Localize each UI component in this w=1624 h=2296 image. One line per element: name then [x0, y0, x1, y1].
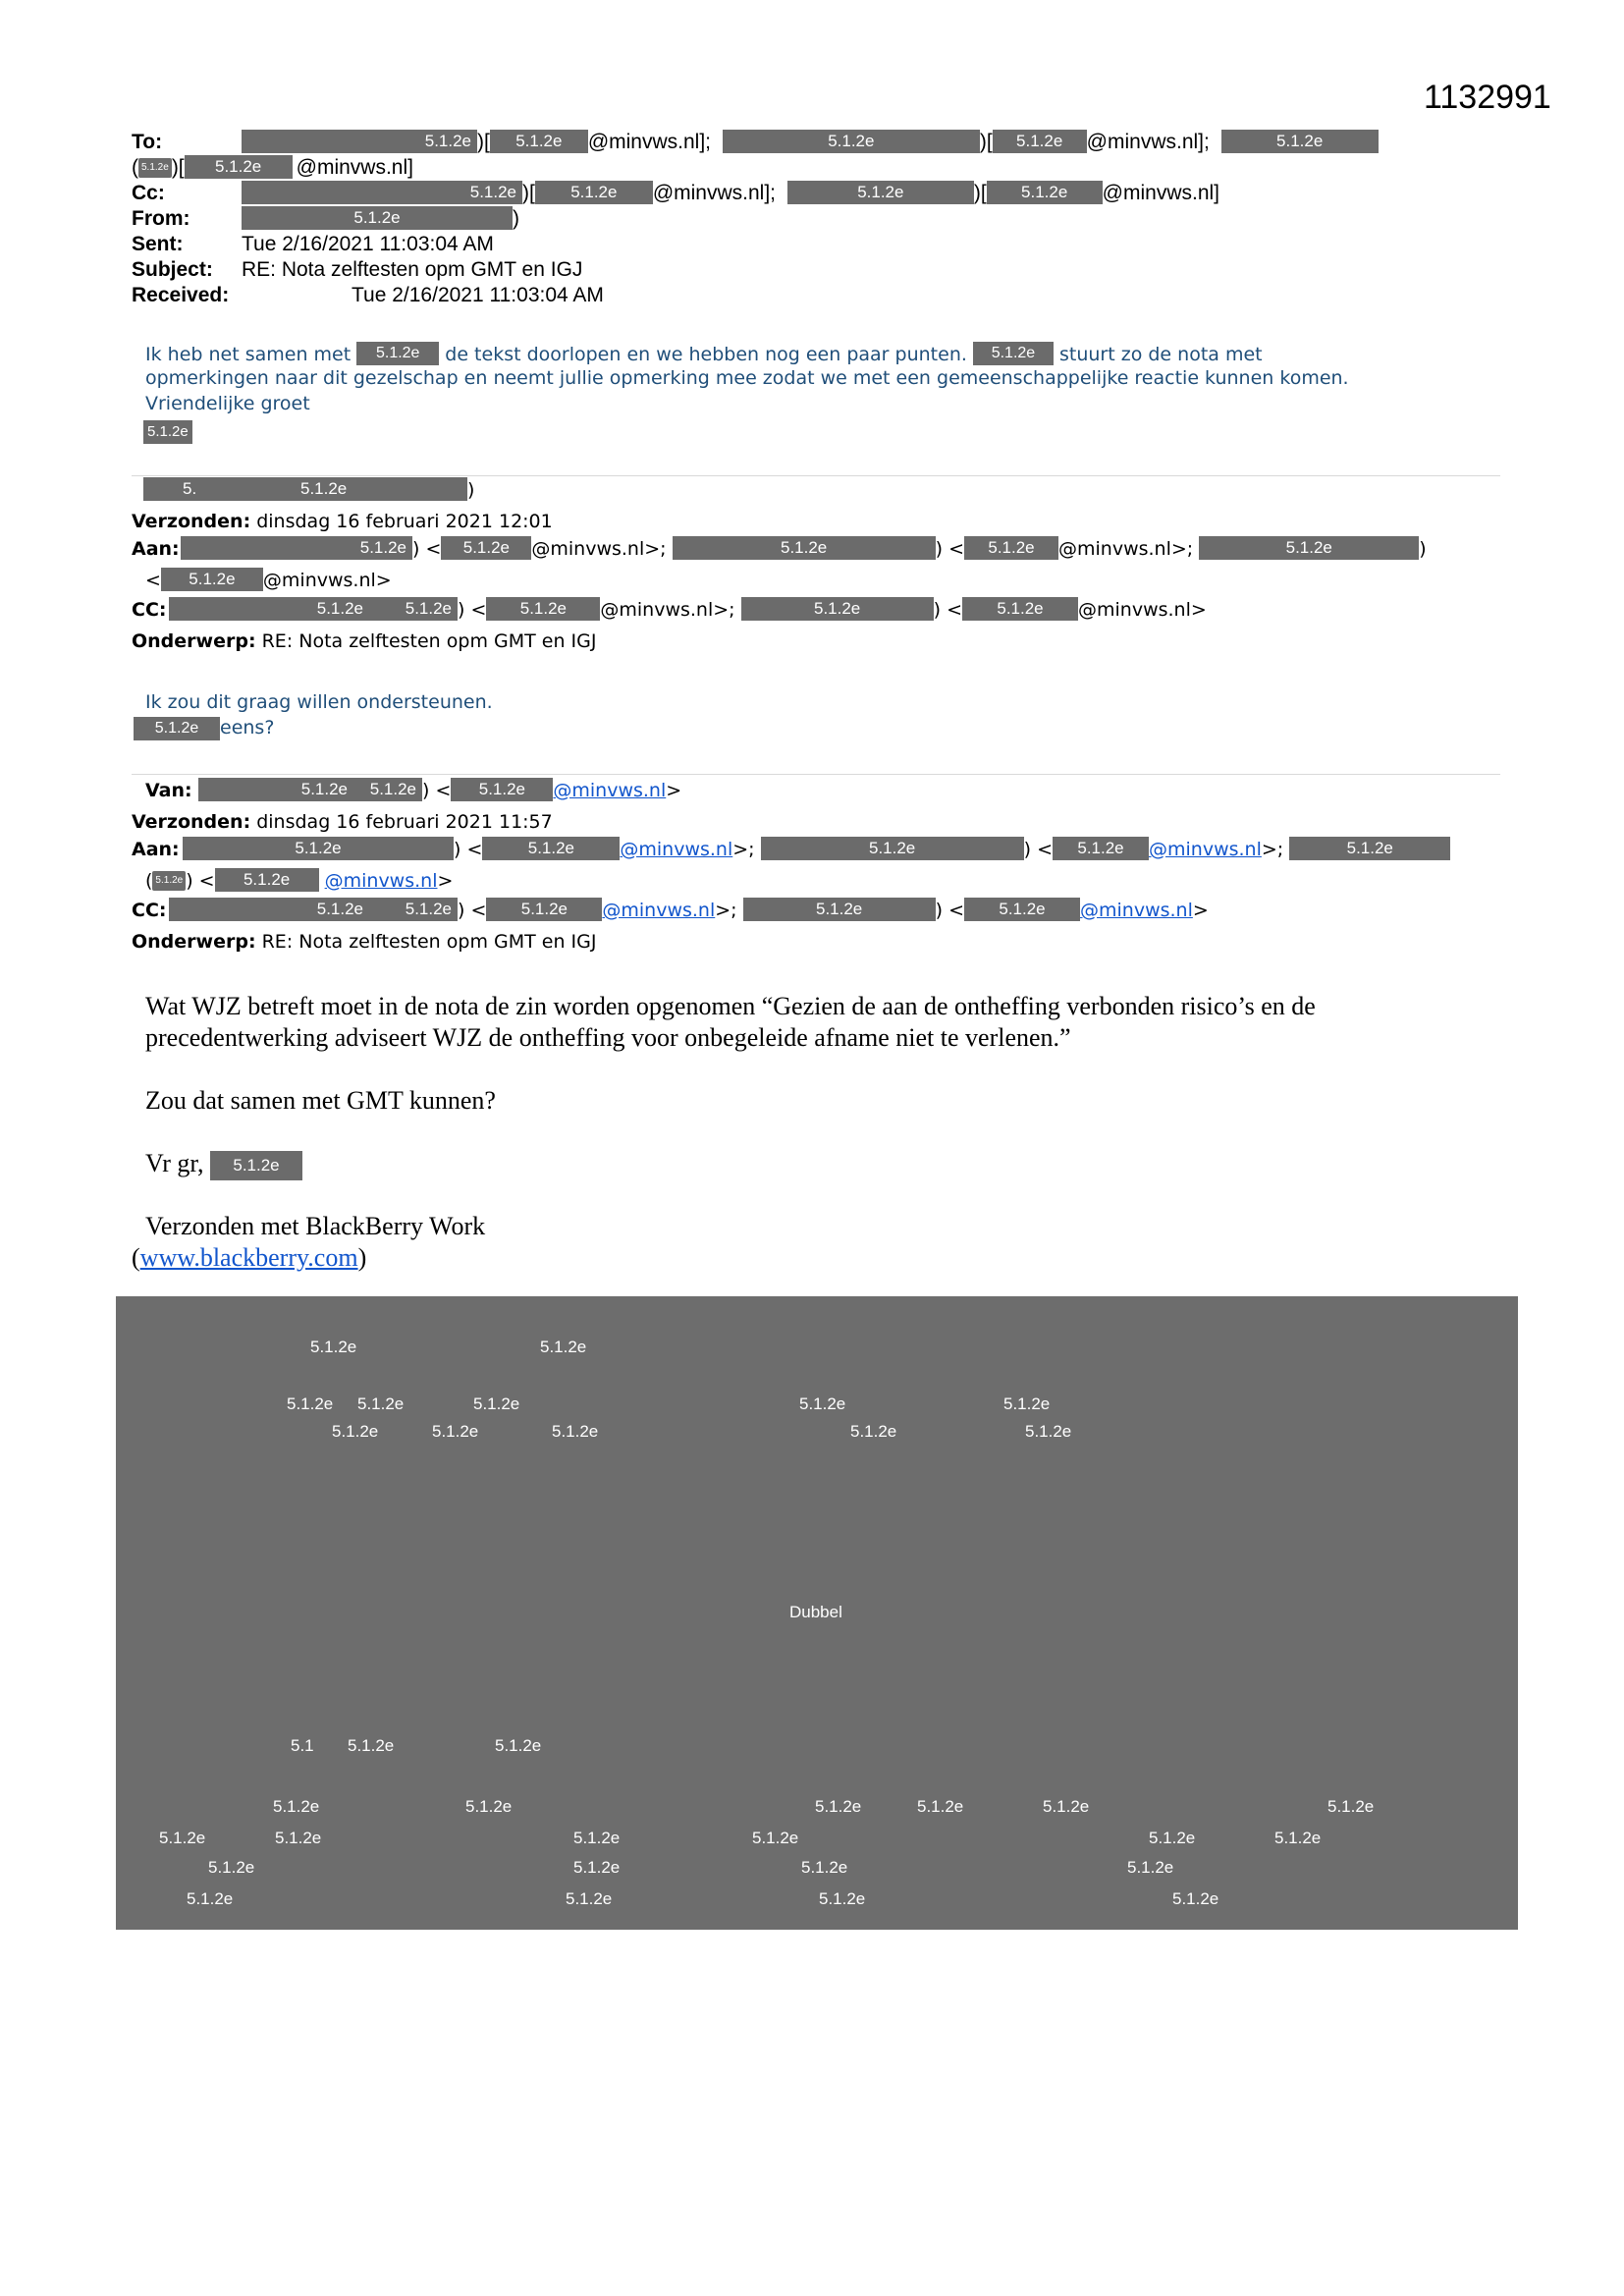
subject-label: Subject: [132, 258, 213, 281]
sent-label: Verzonden: [132, 811, 251, 833]
email3-body-line2: precedentwerking adviseert WJZ de ontheffing voor onbegeleide afname niet te verlenen.” [145, 1023, 1071, 1052]
to-label: Aan: [132, 538, 180, 560]
email-domain: @minvws.nl]; [587, 131, 711, 153]
redaction-label: Dubbel [789, 1603, 842, 1621]
email3-subject-line [132, 929, 596, 955]
redaction: 5.1.2e [1199, 536, 1419, 560]
email2-from-line: 5. 5.1.2e ) [143, 477, 474, 503]
email2-to-line: Aan: 5.1.2e) < 5.1.2e @minvws.nl>; 5.1.2e ) < 5.1.2e @minvws.nl>; 5.1.2e ) [132, 538, 1427, 560]
redaction: 5. 5.1.2e [143, 477, 467, 501]
redaction-code: 5.1.2e [159, 1829, 206, 1847]
redaction: 5.1.2e [741, 597, 934, 621]
redaction: 5.1.2e [482, 837, 620, 860]
redaction: 5.1.2e [723, 130, 980, 153]
redaction: 5.1.2e [161, 568, 263, 591]
redaction-code: 5.1.2e [465, 1797, 513, 1816]
redaction-code: 5.1.2e [287, 1394, 334, 1413]
received-label: Received: [132, 284, 230, 306]
redaction: 5.1.2e [1289, 837, 1450, 860]
redaction: 5.1.2e [242, 130, 477, 153]
redaction: 5.1.2e [451, 778, 553, 801]
email-link[interactable]: @minvws.nl [602, 900, 716, 921]
document-number: 1132991 [1424, 79, 1551, 116]
redaction-code: 5.1.2e [917, 1797, 964, 1816]
redaction: 5.1.2e [743, 898, 936, 921]
redaction: 5.1.2e [486, 597, 600, 621]
redaction-code: 5.1.2e [1025, 1422, 1072, 1441]
redaction-code: 5.1.2e [1149, 1829, 1196, 1847]
email1-subject-line [132, 257, 582, 283]
redaction-code: 5.1.2e [275, 1829, 322, 1847]
email1-to-line: To: 5.1.2e )[ 5.1.2e @minvws.nl]; 5.1.2e )[ 5.1.2e @minvws.nl]; 5.1.2e [132, 130, 1379, 155]
email3-sent-line [132, 809, 553, 835]
email1-from-line: From: 5.1.2e ) [132, 207, 519, 230]
email2-body-line1: Ik zou dit graag willen ondersteunen. [145, 691, 493, 713]
redaction-code: 5.1.2e [1274, 1829, 1322, 1847]
redaction: 5.1.2e [993, 130, 1087, 153]
email-domain: @minvws.nl>; [1058, 538, 1194, 560]
email-domain: @minvws.nl> [262, 570, 392, 591]
redaction: 5.1.2e 5.1.2e [198, 778, 422, 801]
redaction-code: 5.1.2e [801, 1858, 848, 1877]
redaction-code: 5.1.2e [332, 1422, 379, 1441]
redaction: 5.1.2e [673, 536, 936, 560]
redaction: 5.1.2e [486, 898, 602, 921]
redaction: 5.1.2e [242, 206, 513, 230]
separator [132, 774, 1500, 775]
redaction: 5.1.2e [535, 181, 653, 204]
cc-label: Cc: [132, 182, 165, 204]
redaction-code: 5.1.2e [473, 1394, 520, 1413]
sent-label: Sent: [132, 233, 184, 255]
redaction: 5.1.2e [242, 181, 522, 204]
redaction: 5.1.2e [210, 1151, 302, 1180]
email3-body-question: Zou dat samen met GMT kunnen? [145, 1086, 496, 1115]
redaction: 5.1.2e [1221, 130, 1379, 153]
redaction-code: 5.1.2e [1172, 1889, 1219, 1908]
subject-value: RE: Nota zelftesten opm GMT en IGJ [261, 630, 597, 652]
redaction-code: 5.1.2e [552, 1422, 599, 1441]
email2-sent-line [132, 509, 553, 534]
redaction: 5.1.2e [1053, 837, 1149, 860]
redaction-code: 5.1.2e [310, 1338, 357, 1356]
email1-received-line [132, 283, 604, 308]
redaction: 5.1.2e [441, 536, 531, 560]
redaction: 5.1.2e [962, 597, 1078, 621]
subject-label: Onderwerp: [132, 931, 256, 953]
redaction-code: 5.1.2e [1003, 1394, 1051, 1413]
email-domain: @minvws.nl]; [652, 182, 776, 204]
email-domain: @minvws.nl>; [600, 599, 735, 621]
redaction-code: 5.1.2e [208, 1858, 255, 1877]
redaction-code: 5.1.2e [573, 1858, 621, 1877]
subject-label: Onderwerp: [132, 630, 256, 652]
redaction: 5.1.2e 5.1.2e [169, 898, 458, 921]
cc-label: CC: [132, 900, 167, 921]
redaction: 5.1.2e [138, 158, 172, 178]
email1-to-line2: ( 5.1.2e )[ 5.1.2e @minvws.nl] [132, 156, 413, 179]
email2-cc-line: CC: 5.1.2e 5.1.2e) < 5.1.2e @minvws.nl>; 5.1.2e ) < 5.1.2e @minvws.nl> [132, 599, 1207, 621]
redaction-code: 5.1.2e [799, 1394, 846, 1413]
separator [132, 475, 1500, 476]
email1-body-line3: Vriendelijke groet [145, 393, 310, 414]
redaction-code: 5.1.2e [566, 1889, 613, 1908]
redaction-code: 5.1.2e [819, 1889, 866, 1908]
redaction: 5.1.2e [490, 130, 588, 153]
redaction: 5.1.2e [356, 342, 439, 365]
email-domain: @minvws.nl>; [531, 538, 667, 560]
email-link[interactable]: @minvws.nl [1080, 900, 1193, 921]
blackberry-link[interactable]: www.blackberry.com [139, 1243, 358, 1272]
redaction: 5.1.2e 5.1.2e [169, 597, 458, 621]
redaction: 5.1.2e [134, 717, 220, 740]
email2-body-line2: 5.1.2e eens? [134, 717, 274, 740]
from-label: From: [132, 207, 190, 230]
redaction-code: 5.1.2e [187, 1889, 234, 1908]
redaction-code: 5.1.2e [1127, 1858, 1174, 1877]
redaction: 5.1.2e [787, 181, 974, 204]
subject-value: RE: Nota zelftesten opm GMT en IGJ [261, 931, 597, 953]
redaction-code: 5.1.2e [495, 1736, 542, 1755]
email3-closing: Vr gr, 5.1.2e [145, 1149, 302, 1180]
subject-value: RE: Nota zelftesten opm GMT en IGJ [242, 258, 583, 281]
to-label: To: [132, 131, 163, 153]
email1-body-line2: opmerkingen naar dit gezelschap en neemt jullie opmerking mee zodat we met een gemeenschappelijke reactie kunnen komen. [145, 367, 1349, 389]
sent-value: dinsdag 16 februari 2021 12:01 [256, 511, 553, 532]
email3-blackberry-line: Verzonden met BlackBerry Work [145, 1212, 486, 1240]
from-label: Van: [145, 780, 192, 801]
redaction: 5.1.2e [973, 342, 1054, 365]
redaction-code: 5.1.2e [348, 1736, 395, 1755]
email2-subject-line [132, 629, 596, 654]
email2-to-line2: < 5.1.2e @minvws.nl> [145, 570, 392, 591]
redaction-code: 5.1.2e [1327, 1797, 1375, 1816]
redaction: 5.1.2e [761, 837, 1024, 860]
redaction-code: 5.1.2e [573, 1829, 621, 1847]
redaction-code: 5.1 [291, 1736, 314, 1755]
email3-blackberry-link-line: (www.blackberry.com) [132, 1243, 367, 1272]
email-domain: @minvws.nl] [1102, 182, 1220, 204]
email-link[interactable]: @minvws.nl [620, 839, 733, 860]
email3-to-line2: ( 5.1.2e ) < 5.1.2e @minvws.nl> [145, 870, 454, 892]
sent-value: Tue 2/16/2021 11:03:04 AM [242, 233, 494, 255]
email3-body-line1: Wat WJZ betreft moet in de nota de zin worden opgenomen “Gezien de aan de ontheffing verbonden risico’s en de [145, 992, 1316, 1020]
email1-cc-line: Cc: 5.1.2e )[ 5.1.2e @minvws.nl]; 5.1.2e )[ 5.1.2e @minvws.nl] [132, 182, 1220, 204]
redaction-code: 5.1.2e [273, 1797, 320, 1816]
email-link[interactable]: @minvws.nl [1149, 839, 1262, 860]
redaction: 5.1.2e [215, 868, 319, 892]
email3-from-line: Van: 5.1.2e 5.1.2e) < 5.1.2e @minvws.nl> [145, 780, 682, 801]
email-domain: @minvws.nl]; [1086, 131, 1210, 153]
redaction-code: 5.1.2e [815, 1797, 862, 1816]
redaction: 5.1.2e [152, 871, 186, 891]
email-domain: @minvws.nl] [296, 156, 413, 179]
redaction: 5.1.2e [964, 536, 1058, 560]
redaction: 5.1.2e [964, 898, 1080, 921]
redaction-code: 5.1.2e [1043, 1797, 1090, 1816]
redaction: 5.1.2e [181, 536, 412, 560]
redaction: 5.1.2e [183, 837, 454, 860]
email-link[interactable]: @minvws.nl [324, 870, 438, 892]
email3-to-line: Aan: 5.1.2e ) < 5.1.2e @minvws.nl>; 5.1.2e ) < 5.1.2e @minvws.nl>; 5.1.2e [132, 837, 1450, 862]
redaction-code: 5.1.2e [540, 1338, 587, 1356]
cc-label: CC: [132, 599, 167, 621]
redaction-code: 5.1.2e [357, 1394, 405, 1413]
sent-value: dinsdag 16 februari 2021 11:57 [256, 811, 553, 833]
redaction-code: 5.1.2e [850, 1422, 897, 1441]
redaction-code: 5.1.2e [432, 1422, 479, 1441]
sent-label: Verzonden: [132, 511, 251, 532]
redaction: 5.1.2e [185, 155, 293, 179]
email1-body-line1: Ik heb net samen met 5.1.2e de tekst doorlopen en we hebben nog een paar punten. 5.1.2e stuurt zo de nota met [145, 344, 1263, 365]
redaction: 5.1.2e [143, 420, 192, 444]
redacted-block [116, 1296, 1518, 1930]
received-value: Tue 2/16/2021 11:03:04 AM [352, 284, 604, 306]
to-label: Aan: [132, 839, 180, 860]
redaction-code: 5.1.2e [752, 1829, 799, 1847]
email1-signature [143, 420, 192, 444]
email-domain: @minvws.nl> [1078, 599, 1207, 621]
email3-cc-line: CC: 5.1.2e 5.1.2e) < 5.1.2e @minvws.nl>; 5.1.2e ) < 5.1.2e @minvws.nl> [132, 900, 1209, 921]
email1-sent-line [132, 232, 494, 257]
email-link[interactable]: @minvws.nl [553, 780, 667, 801]
redaction: 5.1.2e [987, 181, 1103, 204]
